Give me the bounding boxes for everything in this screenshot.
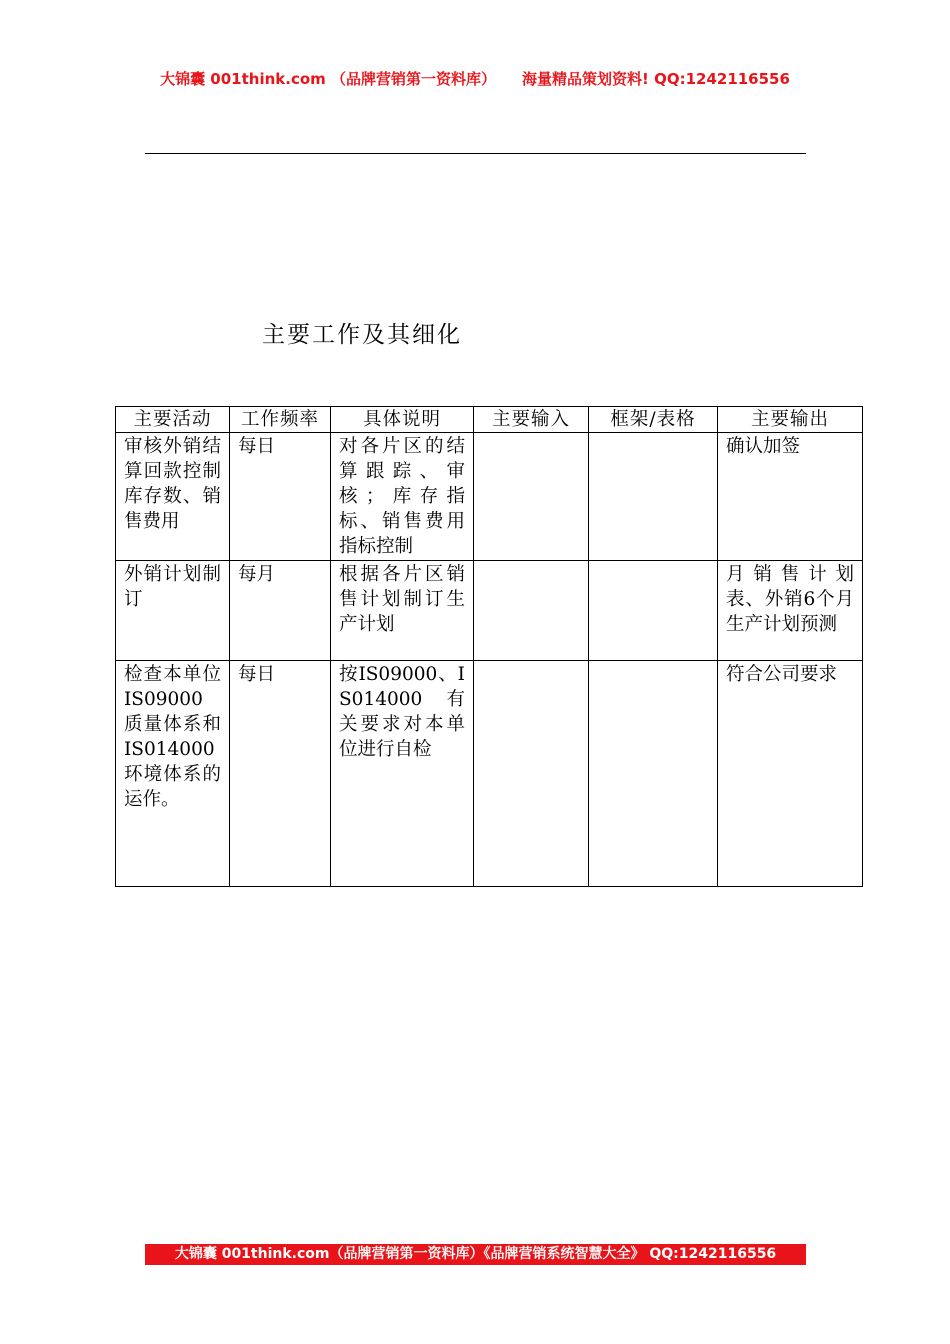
cell-description: 根据各片区销售计划制订生产计划: [331, 561, 474, 661]
column-header-framework: 框架/表格: [589, 407, 718, 433]
cell-input: [474, 661, 589, 887]
header-banner-right: 海量精品策划资料! QQ:1242116556: [522, 70, 790, 88]
table-header-row: [116, 407, 863, 433]
column-header-input: 主要输入: [474, 407, 589, 433]
cell-framework: [589, 561, 718, 661]
cell-activity: 外销计划制订: [116, 561, 230, 661]
footer-banner: 大锦囊 001think.com（品牌营销第一资料库）《品牌营销系统智慧大全》 QQ:1242116556: [145, 1244, 806, 1265]
cell-frequency: 每月: [230, 561, 331, 661]
header-banner: [0, 68, 950, 89]
cell-framework: [589, 661, 718, 887]
cell-activity: 审核外销结算回款控制库存数、销售费用: [116, 433, 230, 561]
cell-input: [474, 561, 589, 661]
table-row: [116, 661, 863, 887]
header-banner-left: 大锦囊 001think.com （品牌营销第一资料库）: [160, 70, 496, 88]
page-title: 主要工作及其细化: [262, 322, 462, 348]
column-header-description: 具体说明: [331, 407, 474, 433]
column-header-activity: 主要活动: [116, 407, 230, 433]
table-row: [116, 433, 863, 561]
work-table: [115, 406, 863, 887]
cell-output: 月销售计划表、外销6个月生产计划预测: [718, 561, 863, 661]
cell-output: 确认加签: [718, 433, 863, 561]
cell-output: 符合公司要求: [718, 661, 863, 887]
cell-framework: [589, 433, 718, 561]
header-divider: [145, 153, 806, 154]
cell-description: 按IS09000、IS014000 有关要求对本单位进行自检: [331, 661, 474, 887]
cell-input: [474, 433, 589, 561]
column-header-output: 主要输出: [718, 407, 863, 433]
cell-activity: 检查本单位IS09000质量体系和IS014000环境体系的运作。: [116, 661, 230, 887]
cell-description: 对各片区的结算跟踪、审核；库存指标、销售费用指标控制: [331, 433, 474, 561]
cell-frequency: 每日: [230, 433, 331, 561]
column-header-frequency: 工作频率: [230, 407, 331, 433]
table-row: [116, 561, 863, 661]
cell-frequency: 每日: [230, 661, 331, 887]
